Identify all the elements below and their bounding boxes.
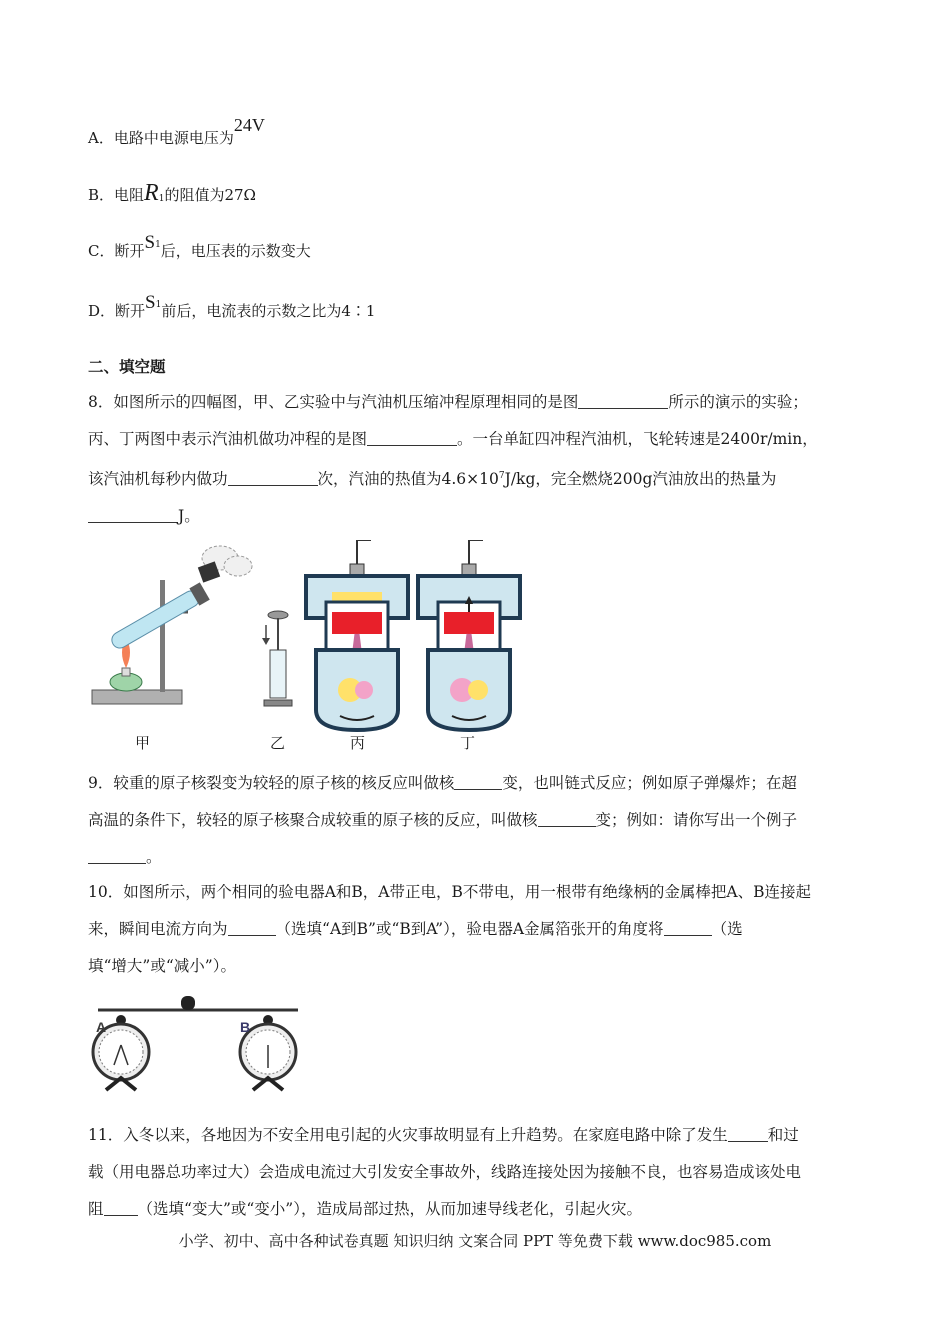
- electroscope-figure: [88, 990, 318, 1100]
- q11-text: 阻: [88, 1200, 104, 1218]
- q11-text: 和过: [767, 1126, 799, 1144]
- engine-bing: [306, 540, 408, 730]
- q9-text: 。: [146, 848, 162, 866]
- q8-line-3: [88, 465, 776, 490]
- answer-blank[interactable]: [367, 429, 457, 446]
- option-c-rest: 后，电压表的示数变大: [160, 242, 311, 260]
- answer-blank[interactable]: [88, 506, 178, 523]
- option-c: [88, 232, 311, 262]
- q8-text: J/kg，完全燃烧200g汽油放出的热量为: [504, 470, 777, 489]
- q9-text: 9．较重的原子核裂变为较轻的原子核的核反应叫做核: [88, 774, 455, 792]
- option-d-symbol: S: [145, 292, 156, 313]
- option-d-text: D．断开: [88, 302, 146, 320]
- answer-blank[interactable]: [664, 919, 712, 936]
- page-footer: 小学、初中、高中各种试卷真题 知识归纳 文案合同 PPT 等免费下载 www.doc985.com: [178, 1232, 772, 1250]
- option-c-text: C．断开: [88, 242, 145, 260]
- caption-jia: 甲: [135, 734, 151, 752]
- q10-text: （选: [711, 920, 743, 938]
- answer-blank[interactable]: [228, 469, 318, 486]
- q9-line-2: [88, 809, 797, 831]
- answer-blank[interactable]: [454, 773, 502, 790]
- q9-line-1: [88, 772, 797, 794]
- q9-text: 变，也叫链式反应；例如原子弹爆炸；在超: [502, 774, 797, 792]
- option-a-text: A．电路中电源电压为: [88, 129, 234, 147]
- option-d-rest: 前后，电流表的示数之比为4∶1: [161, 302, 376, 320]
- engine-experiments-figure: [88, 540, 538, 740]
- caption-bing: 丙: [350, 734, 366, 752]
- answer-blank[interactable]: [728, 1125, 768, 1142]
- option-a-value: 24V: [233, 115, 265, 135]
- option-d: [88, 292, 376, 322]
- q9-text: 高温的条件下，较轻的原子核聚合成较重的原子核的反应，叫做核: [88, 811, 538, 829]
- section-title: 二、填空题: [88, 357, 166, 376]
- option-b-symbol: R: [144, 180, 159, 206]
- option-a: [88, 115, 265, 148]
- option-d-sub: 1: [155, 300, 162, 310]
- q8-text: 丙、丁两图中表示汽油机做功冲程的是图: [88, 430, 368, 448]
- q10-line-2: [88, 918, 743, 940]
- option-b-text: B．电阻: [88, 186, 145, 204]
- answer-blank[interactable]: [228, 919, 276, 936]
- q8-line-4: [88, 505, 200, 527]
- air-compression-syringe: [262, 611, 292, 706]
- q9-line-3: [88, 846, 162, 868]
- q11-line-3: [88, 1198, 642, 1220]
- answer-blank[interactable]: [538, 810, 596, 827]
- q9-text: 变；例如：请你写出一个例子: [595, 811, 798, 829]
- q10-text: 来，瞬间电流方向为: [88, 920, 228, 938]
- label-b: B: [240, 1019, 251, 1035]
- answer-blank[interactable]: [104, 1199, 138, 1216]
- q10-text: （选填“A到B”或“B到A”），验电器A金属箔张开的角度将: [275, 920, 664, 938]
- q11-text: （选填“变大”或“变小”），造成局部过热，从而加速导线老化，引起火灾。: [137, 1200, 642, 1218]
- q11-line-2: 载（用电器总功率过大）会造成电流过大引发安全事故外，线路连接处因为接触不良，也容易造成该处电: [88, 1163, 802, 1181]
- q8-text: 8．如图所示的四幅图，甲、乙实验中与汽油机压缩冲程原理相同的是图: [88, 393, 579, 411]
- option-b-rest: 的阻值为27Ω: [164, 186, 256, 204]
- option-b: [88, 180, 256, 207]
- q8-line-2: [88, 428, 818, 450]
- q8-text: 所示的演示的实验；: [668, 393, 808, 411]
- q11-text: 11．入冬以来，各地因为不安全用电引起的火灾事故明显有上升趋势。在家庭电路中除了发生: [88, 1126, 728, 1144]
- answer-blank[interactable]: [578, 392, 668, 409]
- option-c-symbol: S: [144, 232, 156, 253]
- option-b-sub: 1: [158, 194, 165, 204]
- answer-blank[interactable]: [88, 847, 146, 864]
- q8-line-1: [88, 391, 808, 413]
- option-c-sub: 1: [155, 240, 161, 250]
- engine-ding: [418, 540, 520, 730]
- q8-exponent: 7: [498, 471, 505, 481]
- label-a: A: [96, 1019, 107, 1035]
- caption-yi: 乙: [270, 734, 286, 752]
- q10-line-3: 填“增大”或“减小”）。: [88, 957, 236, 975]
- test-tube-apparatus: [92, 546, 252, 704]
- q8-text: J。: [178, 507, 200, 525]
- q11-line-1: [88, 1124, 799, 1146]
- q8-text: 次，汽油的热值为4.6×10: [317, 470, 499, 489]
- q8-text: 该汽油机每秒内做功: [88, 470, 228, 489]
- q8-text: 。一台单缸四冲程汽油机，飞轮转速是2400r/min，: [457, 430, 818, 448]
- q10-line-1: 10．如图所示，两个相同的验电器A和B，A带正电，B不带电，用一根带有绝缘柄的金属棒把A、B连接起: [88, 883, 811, 901]
- caption-ding: 丁: [460, 734, 476, 752]
